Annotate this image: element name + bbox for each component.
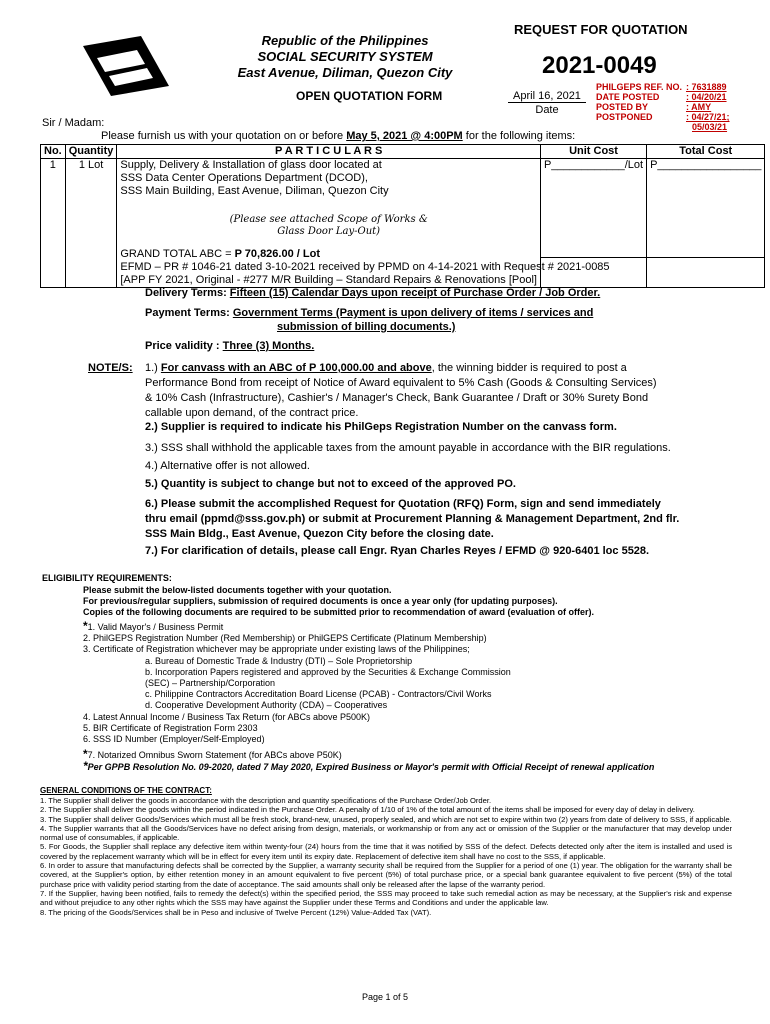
- list-item: 2. PhilGEPS Registration Number (Red Membership) or PhilGEPS Certificate (Platinum Membership): [83, 633, 487, 644]
- list-item: (SEC) – Partnership/Corporation: [145, 678, 276, 689]
- philgeps-label: PHILGEPS REF. NO.: [596, 82, 683, 92]
- date-label: Date: [535, 104, 559, 116]
- postponed-label: POSTPONED: [596, 112, 653, 122]
- gc-item-5: 5. For Goods, the Supplier shall replace any defective item within twenty-four (24) hours from the time that it was notified by SSS of the defect. Defects detected only after the item is installed and used is covered by the replacement warranty which will be in effect for every item until its expiry date. Replacement of defective item shall have no cost to the SSS, if applicable.: [40, 842, 732, 861]
- payment-value-2: submission of billing documents.): [277, 321, 456, 333]
- list-item: 3. Certificate of Registration whichever may be appropriate under existing laws of the Philippines;: [83, 644, 470, 655]
- grand-total: [117, 248, 540, 261]
- note-1-prefix: 1.): [145, 362, 161, 374]
- sss-logo: [83, 36, 169, 96]
- salutation: Sir / Madam:: [42, 117, 105, 129]
- price-validity: [145, 339, 314, 354]
- eligibility-intro-2: For previous/regular suppliers, submission of required documents is once a year only (for updating purposes).: [83, 596, 558, 607]
- star-marker: *: [83, 759, 88, 774]
- particulars-line-1: Supply, Delivery & Installation of glass door located at: [120, 159, 382, 171]
- list-item: 6. SSS ID Number (Employer/Self-Employed): [83, 734, 265, 745]
- agency-line-1: Republic of the Philippines: [261, 33, 429, 48]
- rfq-number: 2021-0049: [542, 52, 657, 79]
- note-4: 4.) Alternative offer is not allowed.: [145, 460, 310, 472]
- grand-total-value: P 70,826.00 / Lot: [234, 248, 320, 260]
- payment-label: Payment Terms:: [145, 307, 233, 319]
- list-item: d. Cooperative Development Authority (CDA) – Cooperatives: [145, 700, 388, 711]
- note-1-line-2: Performance Bond from receipt of Notice of Award equivalent to 5% Cash (Goods & Consulting Services): [145, 377, 657, 389]
- note-3: 3.) SSS shall withhold the applicable taxes from the amount payable in accordance with the BIR regulations.: [145, 442, 671, 454]
- list-item: [83, 749, 654, 761]
- note-6: [145, 497, 705, 542]
- particulars-line-2: SSS Data Center Operations Department (DCOD),: [120, 172, 368, 184]
- note-1-line-3: & 10% Cash (Infrastructure), Cashier's / Manager's Check, Bank Guarantee / Draft or 30% Surety Bond: [145, 392, 649, 404]
- table-row: [41, 159, 765, 288]
- payment-terms: [145, 306, 593, 321]
- gc-item-3: 3. The Supplier shall deliver Goods/Services which must all be fresh stock, brand-new, unused, properly sealed, and which are not set to expire within two (2) years from date of delivery to SSS, if applicable.: [40, 814, 732, 824]
- note-6-line-2: thru email (ppmd@sss.gov.ph) or submit at Procurement Planning & Management Department, 2nd flr.: [145, 513, 680, 525]
- resolution-text: Per GPPB Resolution No. 09-2020, dated 7 May 2020, Expired Business or Mayor's permit with Official Receipt of renewal application: [87, 762, 655, 773]
- col-unit-cost: Unit Cost: [540, 145, 646, 159]
- philgeps-info: [596, 82, 730, 132]
- grand-total-label: GRAND TOTAL ABC =: [120, 248, 235, 260]
- note-1-line-4: callable upon demand, of the contract price.: [145, 407, 359, 419]
- notes-label: NOTE/S:: [88, 362, 133, 374]
- agency-line-2: SOCIAL SECURITY SYSTEM: [257, 49, 433, 64]
- note-7: 7.) For clarification of details, please call Engr. Ryan Charles Reyes / EFMD @ 920-6401 loc 5528.: [145, 545, 650, 557]
- list-item-text: 1. Valid Mayor's / Business Permit: [87, 622, 224, 632]
- unit-cost-value: P____________/Lot: [543, 159, 644, 171]
- attached-note-2: Glass Door Lay-Out): [277, 226, 381, 237]
- gc-item-1: 1. The Supplier shall deliver the goods in accordance with the description and quantity specifications of the Purchase Order/Job Order.: [40, 796, 492, 805]
- delivery-terms: [145, 286, 600, 301]
- date-posted-label: DATE POSTED: [596, 92, 660, 102]
- particulars-line-3: SSS Main Building, East Avenue, Diliman, Quezon City: [120, 185, 389, 197]
- gc-title: GENERAL CONDITIONS OF THE CONTRACT:: [40, 786, 212, 795]
- list-item: c. Philippine Contractors Accreditation Board License (PCAB) - Contractors/Civil Works: [145, 689, 492, 700]
- instruction: [101, 130, 575, 143]
- list-item-text: 7. Notarized Omnibus Sworn Statement (for ABCs above P50K): [87, 750, 342, 761]
- gc-item-4: 4. The Supplier warrants that all the Goods/Services have no defect arising from design, materials, or workmanship or from any act or omission of the Supplier or the manufacturer that may develop under normal use of consumables, if applicable.: [40, 823, 732, 843]
- postponed-value-2: 05/03/21: [692, 122, 728, 132]
- price-value: Three (3) Months.: [222, 340, 315, 352]
- gc-item-8: 8. The pricing of the Goods/Services shall be in Peso and inclusive of Twelve Percent (12%) Value-Added Tax (VAT).: [40, 907, 432, 917]
- note-1-bold: For canvass with an ABC of P 100,000.00 and above: [160, 362, 432, 374]
- note-1: [145, 361, 705, 421]
- note-5: 5.) Quantity is subject to change but not to exceed of the approved PO.: [145, 478, 516, 490]
- note-6-line-3: SSS Main Bldg., East Avenue, Quezon City before the closing date.: [145, 528, 494, 540]
- row-qty: 1 Lot: [65, 159, 117, 288]
- table-header-row: [41, 145, 765, 159]
- total-cost-value: P_________________: [650, 159, 762, 171]
- eligibility-title: ELIGIBILITY REQUIREMENTS:: [42, 573, 172, 583]
- gc-list: [40, 796, 732, 917]
- eligibility-intro-1: Please submit the below-listed documents together with your quotation.: [83, 585, 392, 595]
- list-item: a. Bureau of Domestic Trade & Industry (DTI) – Sole Proprietorship: [145, 655, 413, 666]
- postponed-label-2: [596, 122, 686, 132]
- philgeps-value: : 7631889: [686, 82, 727, 92]
- agency-line-3: East Avenue, Diliman, Quezon City: [237, 65, 453, 80]
- list-item: 5. BIR Certificate of Registration Form 2303: [83, 722, 258, 733]
- eligibility-intro-3: Copies of the following documents are required to be submitted prior to recommendation of award (evaluation of offer).: [83, 607, 595, 618]
- efmd-line: EFMD – PR # 1046-21 dated 3-10-2021 received by PPMD on 4-14-2021 with Request # 2021-0085: [120, 261, 610, 273]
- col-no: No.: [41, 145, 66, 159]
- gc-item-2: 2. The Supplier shall deliver the goods within the period indicated in the Purchase Order. A penalty of 1/10 of 1% of the total amount of the items shall be imposed for every day of delay in delivery.: [40, 805, 695, 815]
- eligibility-list: [83, 621, 654, 774]
- note-6-line-1: 6.) Please submit the accomplished Request for Quotation (RFQ) Form, sign and send immediately: [145, 498, 661, 510]
- instruction-before: Please furnish us with your quotation on or before: [101, 130, 347, 142]
- page-number: Page 1 of 5: [361, 992, 409, 1002]
- row-total-cost: [647, 159, 765, 288]
- form-title: OPEN QUOTATION FORM: [296, 89, 443, 103]
- items-table: [40, 144, 765, 288]
- delivery-value: Fifteen (15) Calendar Days upon receipt of Purchase Order / Job Order.: [229, 287, 601, 299]
- col-quantity: Quantity: [65, 145, 117, 159]
- posted-by-label: POSTED BY: [596, 102, 649, 112]
- list-item: b. Incorporation Papers registered and approved by the Securities & Exchange Commission: [145, 666, 511, 677]
- delivery-label: Delivery Terms:: [145, 287, 230, 299]
- note-1-rest: , the winning bidder is required to post a: [431, 362, 627, 374]
- star-marker: *: [83, 619, 88, 633]
- date-value: April 16, 2021: [508, 90, 586, 103]
- list-item: 4. Latest Annual Income / Business Tax Return (for ABCs above P500K): [83, 711, 370, 722]
- list-item: [83, 621, 654, 633]
- eligibility-intro: [83, 585, 594, 619]
- col-total-cost: Total Cost: [647, 145, 765, 159]
- deadline: May 5, 2021 @ 4:00PM: [346, 130, 463, 142]
- rfq-title: REQUEST FOR QUOTATION: [514, 22, 688, 37]
- instruction-after: for the following items:: [462, 130, 576, 142]
- star-marker: *: [83, 747, 88, 762]
- payment-terms-2: [277, 320, 455, 335]
- date-posted-value: : 04/20/21: [686, 92, 727, 102]
- col-particulars: P A R T I C U L A R S: [117, 145, 541, 159]
- gc-item-7: 7. If the Supplier, having been notified, fails to remedy the defect(s) within the specified period, the SSS may proceed to take such remedial action as may be necessary, at the Supplier's risk and expense and without prejudice to any other rights which the SSS may have against the Supplier under these Terms and Conditions and under the applicable law.: [40, 888, 732, 908]
- price-label: Price validity :: [145, 340, 223, 352]
- postponed-value: : 04/27/21;: [686, 112, 730, 122]
- gc-item-6: 6. In order to assure that manufacturing defects shall be corrected by the Supplier, a warranty security shall be required from the Supplier for a period of one (1) year. The obligation for the warranty shall be covered, at the Supplier's option, by either retention money in an amount equivalent to five percent (5%) of total purchase price, or a special bank guarantee equivalent to five percent (5%) of the total purchase price with validity period starting from the date of acceptance. The said amounts shall only be released after the lapse of the warranty period.: [40, 861, 732, 889]
- row-no: 1: [41, 159, 66, 288]
- note-2: 2.) Supplier is required to indicate his PhilGeps Registration Number on the canvass form.: [145, 421, 617, 433]
- payment-value-1: Government Terms (Payment is upon delivery of items / services and: [232, 307, 594, 319]
- attached-note-1: (Please see attached Scope of Works &: [229, 214, 428, 225]
- posted-by-value: : AMY: [686, 102, 712, 112]
- app-line: [APP FY 2021, Original - #277 M/R Building – Standard Repairs & Renovations [Pool]: [120, 274, 537, 286]
- resolution-note: [83, 761, 654, 773]
